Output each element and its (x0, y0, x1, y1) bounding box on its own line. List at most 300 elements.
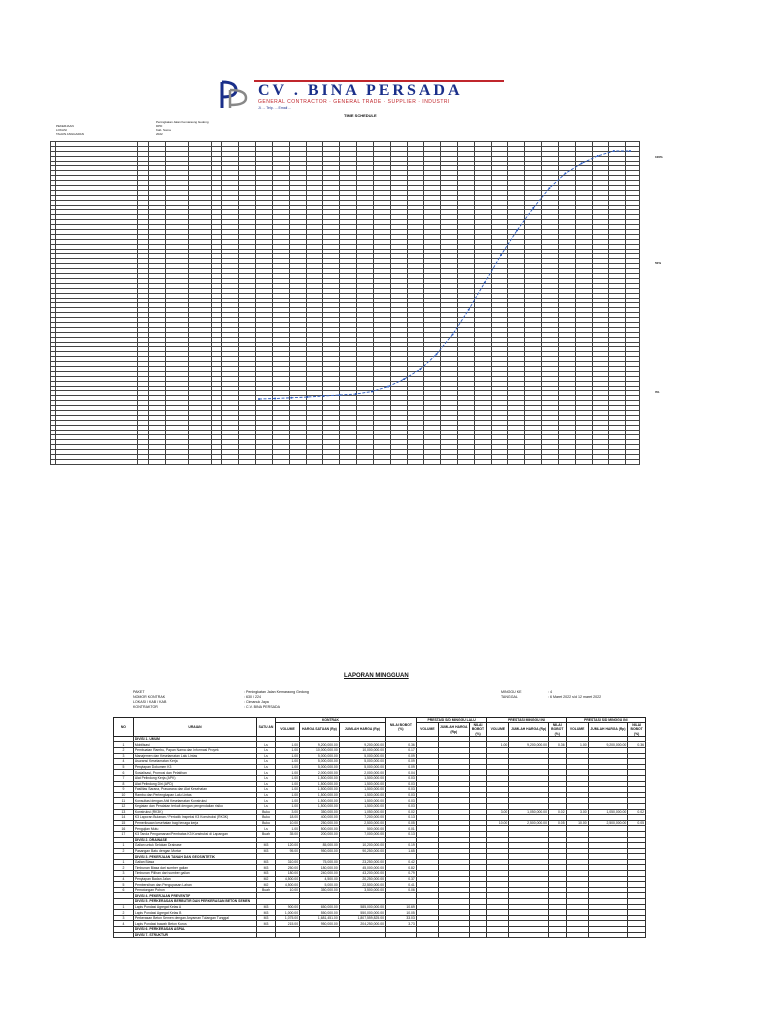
schedule-cell (508, 459, 525, 464)
table-cell-jh: 20,250,000.00 (339, 876, 385, 882)
s-curve-point (516, 229, 518, 231)
info-value: : Cimanuk Jaya (244, 700, 269, 704)
table-cell-uraian: Penyiapan Badan Jalan (133, 876, 256, 882)
schedule-cell (256, 459, 273, 464)
col-jumlah-rp: JUMLAH HARGA (Rp) (509, 723, 549, 737)
table-cell-no: 2 (114, 848, 134, 854)
col-jumlah-rp: JUMLAH HARGA (Rp) (588, 723, 628, 737)
table-cell-b3 (548, 932, 566, 938)
info-value: DPD (156, 124, 163, 128)
info-label: TAHUN ANGGARAN (56, 132, 84, 136)
table-cell-nb: 0.41 (386, 882, 417, 888)
table-cell-sat: Ls (257, 764, 276, 770)
schedule-cell (373, 459, 390, 464)
table-cell-vol: 18.00 (275, 815, 299, 821)
table-cell-nb: 0.13 (386, 815, 417, 821)
table-cell-vol: 1.00 (275, 753, 299, 759)
table-cell-hs: 9,200,000.00 (300, 742, 340, 748)
table-cell-no: 1 (114, 859, 134, 865)
table-cell-jh: 550,000,000.00 (339, 910, 385, 916)
table-cell-nb: 0.37 (386, 876, 417, 882)
table-cell-sat: M3 (257, 865, 276, 871)
table-cell-b4: 0.36 (628, 742, 646, 748)
table-cell-jh (339, 932, 385, 938)
table-cell-no: 4 (114, 921, 134, 927)
table-cell-vol: 1.00 (275, 792, 299, 798)
schedule-cell (289, 459, 306, 464)
table-cell-v3: 1.00 (487, 742, 509, 748)
table-cell-no: 1 (114, 843, 134, 849)
table-cell-uraian: Galian untuk Selokan Drainase (133, 843, 256, 849)
table-cell-hs: 1,500,000.00 (300, 781, 340, 787)
info-label: PAKET (133, 690, 145, 694)
table-cell-jh: 1,500,000.00 (339, 792, 385, 798)
table-cell-vol: 1.00 (275, 764, 299, 770)
schedule-cell (592, 459, 609, 464)
table-cell-uraian: Alat Pelindung Diri (APD) (133, 781, 256, 787)
pct-label-100: 100% (655, 155, 663, 159)
laporan-info-right-labels (501, 690, 522, 700)
table-cell-nb: 0.03 (386, 787, 417, 793)
table-cell-uraian: Pemotongan Pohon (133, 887, 256, 893)
table-cell-sat: M2 (257, 882, 276, 888)
table-cell-uraian: DIVISI 6. PERKERASAN ASPAL (133, 927, 256, 933)
table-cell-nb: 0.42 (386, 859, 417, 865)
schedule-info-values (156, 120, 209, 136)
table-cell-hs: 5,000,000.00 (300, 753, 340, 759)
table-cell-sat: Buah (257, 887, 276, 893)
table-cell-nb: 1.65 (386, 848, 417, 854)
table-cell-jh: 2,000,000.00 (339, 770, 385, 776)
table-cell-nb: 0.19 (386, 843, 417, 849)
schedule-cell (188, 459, 211, 464)
s-curve-point (484, 281, 486, 283)
table-cell-jh: 45,000,000.00 (339, 865, 385, 871)
table-cell-sat: M3 (257, 921, 276, 927)
table-cell-jh: 585,000,000.00 (339, 904, 385, 910)
table-cell-vol: 35.00 (275, 831, 299, 837)
table-cell-sat: Ls (257, 798, 276, 804)
table-cell-b3: 0.05 (548, 820, 566, 826)
col-jumlah-harga: JUMLAH HARGA (Rp) (339, 723, 385, 737)
table-cell-hs: 1,500,000.00 (300, 803, 340, 809)
table-cell-sat: M3 (257, 915, 276, 921)
table-cell-no: 7 (114, 775, 134, 781)
table-cell-nb: 0.79 (386, 871, 417, 877)
table-cell-no: 3 (114, 871, 134, 877)
table-cell-vol: 1.00 (275, 826, 299, 832)
schedule-cell (441, 459, 458, 464)
table-cell-hs: 1,500,000.00 (300, 787, 340, 793)
schedule-cell (575, 459, 592, 464)
table-cell-vol: 250.00 (275, 865, 299, 871)
table-cell-j3: 2,500,000.00 (509, 820, 549, 826)
schedule-cell (424, 459, 441, 464)
table-cell-hs: 950,000.00 (300, 848, 340, 854)
table-cell-nb: 3.73 (386, 921, 417, 927)
col-periode-lalu: PRESTASI S/D MINGGU LALU (416, 718, 486, 723)
table-cell-v3 (487, 932, 509, 938)
table-cell-j4: 9,200,000.00 (588, 742, 628, 748)
table-cell-b3: 0.36 (548, 742, 566, 748)
info-label: NOMOR KONTRAK (133, 695, 166, 699)
table-cell-sat: Ls (257, 759, 276, 765)
table-cell-vol: 180.00 (275, 871, 299, 877)
schedule-cell (323, 459, 340, 464)
table-cell-vol: 1.00 (275, 775, 299, 781)
table-cell-sat: M2 (257, 876, 276, 882)
s-curve-point (452, 334, 454, 336)
table-cell-nb: 0.03 (386, 792, 417, 798)
schedule-title: TIME SCHEDULE (344, 113, 377, 118)
table-cell-uraian: DIVISI 2. DRAINASE (133, 837, 256, 843)
table-cell-no: 8 (114, 781, 134, 787)
schedule-cell (165, 459, 188, 464)
table-cell-no (114, 932, 134, 938)
table-cell-b2 (469, 932, 487, 938)
laporan-info-left-labels (133, 690, 166, 710)
table-cell-hs: 500,000.00 (300, 826, 340, 832)
s-curve (50, 141, 640, 419)
table-cell-uraian: DIVISI 3. PEKERJAAN TANAH DAN GEOSINTETIK (133, 854, 256, 860)
table-cell-nb: 10.69 (386, 904, 417, 910)
table-cell-jh: 7,000,000.00 (339, 831, 385, 837)
pct-label-0: 0% (655, 390, 660, 394)
table-cell-vol: 1,000.00 (275, 910, 299, 916)
s-curve-point (290, 397, 292, 399)
table-cell-no: 1 (114, 742, 134, 748)
schedule-cell (542, 459, 559, 464)
table-cell-v4: 1.00 (566, 742, 588, 748)
table-cell-jh: 9,200,000.00 (339, 742, 385, 748)
info-value: : 630 / 224 (244, 695, 261, 699)
table-cell-hs: 1,500,000.00 (300, 775, 340, 781)
schedule-cell (56, 459, 138, 464)
schedule-cell (239, 459, 256, 464)
table-cell-no: 1 (114, 904, 134, 910)
table-cell-hs: 200,000.00 (300, 831, 340, 837)
table-cell-hs: 10,000,000.00 (300, 748, 340, 754)
table-cell-jh: 23,250,000.00 (339, 859, 385, 865)
table-cell-j3: 9,200,000.00 (509, 742, 549, 748)
table-cell-sat: M3 (257, 910, 276, 916)
table-cell-no: 9 (114, 787, 134, 793)
table-cell-uraian: Konstruksi (RK3K) (133, 809, 256, 815)
table-cell-sat: Ls (257, 753, 276, 759)
info-label: TANGGAL (501, 695, 518, 699)
table-cell-jh: 1,500,000.00 (339, 775, 385, 781)
schedule-cell (222, 459, 239, 464)
table-cell-nb: 0.03 (386, 775, 417, 781)
table-cell-uraian: Konsultasi dengan Ahli Keselamatan Konstruksi (133, 798, 256, 804)
col-uraian: URAIAN (133, 718, 256, 737)
info-label: KONTRAKTOR (133, 705, 158, 709)
table-cell-v4: 3.00 (566, 809, 588, 815)
table-cell-v2 (416, 932, 438, 938)
col-jumlah-rp: JUMLAH HARGA (Rp) (438, 723, 469, 737)
s-curve-point (548, 187, 550, 189)
table-cell-hs (300, 932, 340, 938)
table-cell-nb: 0.09 (386, 753, 417, 759)
table-cell-sat: Ls (257, 742, 276, 748)
laporan-table-body (114, 736, 646, 937)
table-row (114, 932, 646, 938)
table-cell-hs: 240,000.00 (300, 871, 340, 877)
table-cell-sat: Buku (257, 820, 276, 826)
table-cell-no: 4 (114, 759, 134, 765)
s-curve-point (597, 155, 599, 157)
table-cell-vol: 1.00 (275, 803, 299, 809)
s-curve-point (581, 162, 583, 164)
schedule-cell (558, 459, 575, 464)
table-cell-hs: 5,000,000.00 (300, 759, 340, 765)
company-tagline: GENERAL CONTRACTOR · GENERAL TRADE · SUPPLIER · INDUSTRI (258, 99, 450, 105)
table-cell-uraian: Mobilisasi (133, 742, 256, 748)
table-cell-b4: 0.05 (628, 820, 646, 826)
table-cell-vol (275, 932, 299, 938)
laporan-info-right-values (548, 690, 601, 700)
table-cell-uraian: Sosialisasi, Promosi dan Pelatihan (133, 770, 256, 776)
table-cell-sat: Ls (257, 748, 276, 754)
table-cell-vol: 3.00 (275, 809, 299, 815)
info-value: : 6 Maret 2022 s/d 12 maret 2022 (548, 695, 602, 699)
table-cell-jh: 1,500,000.00 (339, 787, 385, 793)
s-curve-point (258, 398, 260, 400)
table-cell-sat: Buku (257, 809, 276, 815)
table-cell-vol: 900.00 (275, 904, 299, 910)
s-curve-point (435, 353, 437, 355)
table-cell-jh: 5,000,000.00 (339, 759, 385, 765)
s-curve-point (419, 368, 421, 370)
schedule-cell (272, 459, 289, 464)
s-curve-point (629, 150, 631, 152)
table-cell-nb: 0.03 (386, 803, 417, 809)
s-curve-point (500, 254, 502, 256)
s-curve-point (371, 391, 373, 393)
table-cell-nb: 0.04 (386, 770, 417, 776)
table-cell-vol: 1,075.00 (275, 915, 299, 921)
table-cell-uraian: Lapis Pondasi Agregat Kelas B (133, 910, 256, 916)
table-cell-uraian: DIVISI 1. UMUM (133, 736, 256, 742)
table-cell-no: 13 (114, 809, 134, 815)
table-cell-no: 2 (114, 748, 134, 754)
schedule-cell (626, 459, 640, 464)
table-cell-hs: 1,500,000.00 (300, 798, 340, 804)
table-cell-uraian: DIVISI 4. PEKERJAAN PREVENTIF (133, 893, 256, 899)
table-cell-no: 3 (114, 753, 134, 759)
col-satuan: SATU AN (257, 718, 276, 737)
table-cell-uraian: Perkerasan Beton Semen dengan Anyaman Tulangan Tunggal (133, 915, 256, 921)
table-cell-j4: 2,500,000.00 (588, 820, 628, 826)
table-cell-no: 6 (114, 887, 134, 893)
table-cell-nb: 0.03 (386, 781, 417, 787)
table-cell-v4: 10.00 (566, 820, 588, 826)
table-cell-hs: 5,000,000.00 (300, 764, 340, 770)
table-cell-hs: 250,000.00 (300, 820, 340, 826)
col-nilai-bobot: NILAI BOBOT (%) (386, 718, 417, 737)
info-label: LOKASI / KAB / KAB (133, 700, 167, 704)
table-cell-no: 3 (114, 915, 134, 921)
table-cell-sat: M3 (257, 843, 276, 849)
table-cell-sat: Buku (257, 815, 276, 821)
table-cell-sat: Ls (257, 770, 276, 776)
table-cell-nb: 0.06 (386, 887, 417, 893)
info-value: : C.V. BINA PERSADA (244, 705, 281, 709)
table-cell-no: 12 (114, 803, 134, 809)
col-periode-ini: PRESTASI MINGGU INI (487, 718, 566, 723)
table-cell-hs: 350,000.00 (300, 809, 340, 815)
table-cell-v3: 3.00 (487, 809, 509, 815)
table-cell-no: 2 (114, 910, 134, 916)
company-logo (218, 80, 508, 114)
schedule-row (51, 459, 640, 464)
table-cell-sat: Ls (257, 803, 276, 809)
table-cell-vol: 1.00 (275, 742, 299, 748)
pct-label-50: 50% (655, 261, 662, 265)
schedule-info-labels (56, 124, 84, 136)
table-cell-vol: 215.00 (275, 921, 299, 927)
table-cell-no: 14 (114, 815, 134, 821)
table-cell-vol: 4,500.00 (275, 876, 299, 882)
table-cell-sat: Buah (257, 831, 276, 837)
table-cell-hs: 400,000.00 (300, 815, 340, 821)
table-cell-hs: 350,000.00 (300, 887, 340, 893)
col-periode-sd: PRESTASI S/D MINGGU INI (566, 718, 645, 723)
table-cell-nb: 0.36 (386, 742, 417, 748)
table-cell-nb (386, 932, 417, 938)
table-cell-nb: 33.03 (386, 915, 417, 921)
table-cell-jh: 7,200,000.00 (339, 815, 385, 821)
table-cell-uraian: Pembersihan dan Pengupasan Lahan (133, 882, 256, 888)
table-cell-no: 10 (114, 792, 134, 798)
schedule-cell (148, 459, 165, 464)
table-cell-jh: 5,000,000.00 (339, 764, 385, 770)
schedule-table-container (50, 141, 640, 419)
table-cell-vol: 4,500.00 (275, 882, 299, 888)
s-curve-point (403, 378, 405, 380)
table-cell-sat: Ls (257, 775, 276, 781)
table-cell-jh: 10,200,000.00 (339, 843, 385, 849)
schedule-cell (211, 459, 222, 464)
s-curve-point (532, 207, 534, 209)
table-cell-uraian: Rambu dan Perlengkapan Lalu Lintas (133, 792, 256, 798)
company-logo-icon (218, 80, 252, 110)
table-cell-nb: 0.09 (386, 759, 417, 765)
col-volume: VOLUME (275, 723, 299, 737)
info-value: : Peningkatan Jalan Kemaraong Gedong (244, 690, 309, 694)
table-cell-vol: 120.00 (275, 843, 299, 849)
info-label: PEKERJAAN (56, 124, 74, 128)
table-cell-hs: 2,000,000.00 (300, 770, 340, 776)
table-cell-hs: 1,500,000.00 (300, 792, 340, 798)
schedule-cell (474, 459, 491, 464)
s-curve-line (259, 151, 630, 399)
table-cell-no: 17 (114, 831, 134, 837)
s-curve-point (323, 395, 325, 397)
table-cell-sat (257, 932, 276, 938)
table-cell-hs: 950,000.00 (300, 921, 340, 927)
table-cell-vol: 1.00 (275, 798, 299, 804)
col-volume: VOLUME (566, 723, 588, 737)
table-cell-j4 (588, 932, 628, 938)
table-cell-hs: 550,000.00 (300, 910, 340, 916)
laporan-table (113, 717, 646, 938)
table-cell-jh: 2,500,000.00 (339, 820, 385, 826)
table-cell-uraian: Lapis Pondasi bawah Beton Kurus (133, 921, 256, 927)
table-cell-jh: 500,000.00 (339, 826, 385, 832)
s-curve-point (613, 150, 615, 152)
info-value: Kab. Soma (156, 128, 171, 132)
laporan-info-left-values (244, 690, 309, 710)
info-value: Peningkatan Jalan Kemaraong Gedong (156, 120, 209, 124)
table-cell-sat: Ls (257, 787, 276, 793)
table-cell-uraian: DIVISI 7. STRUKTUR (133, 932, 256, 938)
table-cell-uraian: Manajemen dan Keselamatan Lalu Lintas (133, 753, 256, 759)
table-cell-vol: 1.00 (275, 781, 299, 787)
table-cell-j3: 1,050,000.00 (509, 809, 549, 815)
s-curve-point (306, 396, 308, 398)
table-cell-uraian: Pemeriksaan kesehatan bagi tenaga kerja (133, 820, 256, 826)
schedule-cell (491, 459, 508, 464)
col-volume: VOLUME (487, 723, 509, 737)
table-cell-v4 (566, 932, 588, 938)
table-cell-vol: 10.00 (275, 820, 299, 826)
schedule-cell (609, 459, 626, 464)
col-bobot: NILAI BOBOT (%) (548, 723, 566, 737)
table-cell-sat: Ls (257, 781, 276, 787)
table-cell-vol: 1.00 (275, 770, 299, 776)
schedule-cell (457, 459, 474, 464)
table-cell-nb: 0.82 (386, 865, 417, 871)
table-cell-no: 11 (114, 798, 134, 804)
table-cell-uraian: Penyiapan Dokumen K3 (133, 764, 256, 770)
table-cell-hs: 1,681,451.00 (300, 915, 340, 921)
table-cell-jh: 43,200,000.00 (339, 871, 385, 877)
s-curve-point (468, 309, 470, 311)
table-cell-uraian: Alat Pelindung Kerja (APK) (133, 775, 256, 781)
table-cell-jh: 1,050,000.00 (339, 809, 385, 815)
table-cell-no: 4 (114, 876, 134, 882)
table-cell-sat: M3 (257, 859, 276, 865)
table-cell-vol: 1.00 (275, 748, 299, 754)
table-cell-sat: M3 (257, 848, 276, 854)
table-cell-j4: 1,050,000.00 (588, 809, 628, 815)
table-cell-uraian: Pengujian Mutu (133, 826, 256, 832)
table-cell-jh: 10,000,000.00 (339, 748, 385, 754)
table-cell-uraian: Pembuatan Rambu, Papan Nama dan Informasi Proyek (133, 748, 256, 754)
schedule-cell (407, 459, 424, 464)
table-cell-uraian: Pasangan Batu dengan Mortar (133, 848, 256, 854)
table-cell-hs: 180,000.00 (300, 865, 340, 871)
info-value: 2022 (156, 132, 163, 136)
laporan-table-container (113, 717, 646, 938)
table-cell-no: 5 (114, 764, 134, 770)
col-kontrak: KONTRAK (275, 718, 385, 723)
table-cell-nb: 10.05 (386, 910, 417, 916)
table-cell-jh: 204,250,000.00 (339, 921, 385, 927)
table-cell-no: 2 (114, 865, 134, 871)
table-cell-jh: 1,500,000.00 (339, 803, 385, 809)
s-curve-point (387, 386, 389, 388)
info-label: LOKASI (56, 128, 67, 132)
table-cell-jh: 22,500,000.00 (339, 882, 385, 888)
table-cell-uraian: Lapis Pondasi Agregat Kelas A (133, 904, 256, 910)
table-cell-uraian: Galian Biasa (133, 859, 256, 865)
company-name: CV . BINA PERSADA (258, 82, 463, 99)
table-cell-no: 6 (114, 770, 134, 776)
col-bobot: NILAI BOBOT (%) (628, 723, 646, 737)
table-cell-nb: 0.09 (386, 764, 417, 770)
